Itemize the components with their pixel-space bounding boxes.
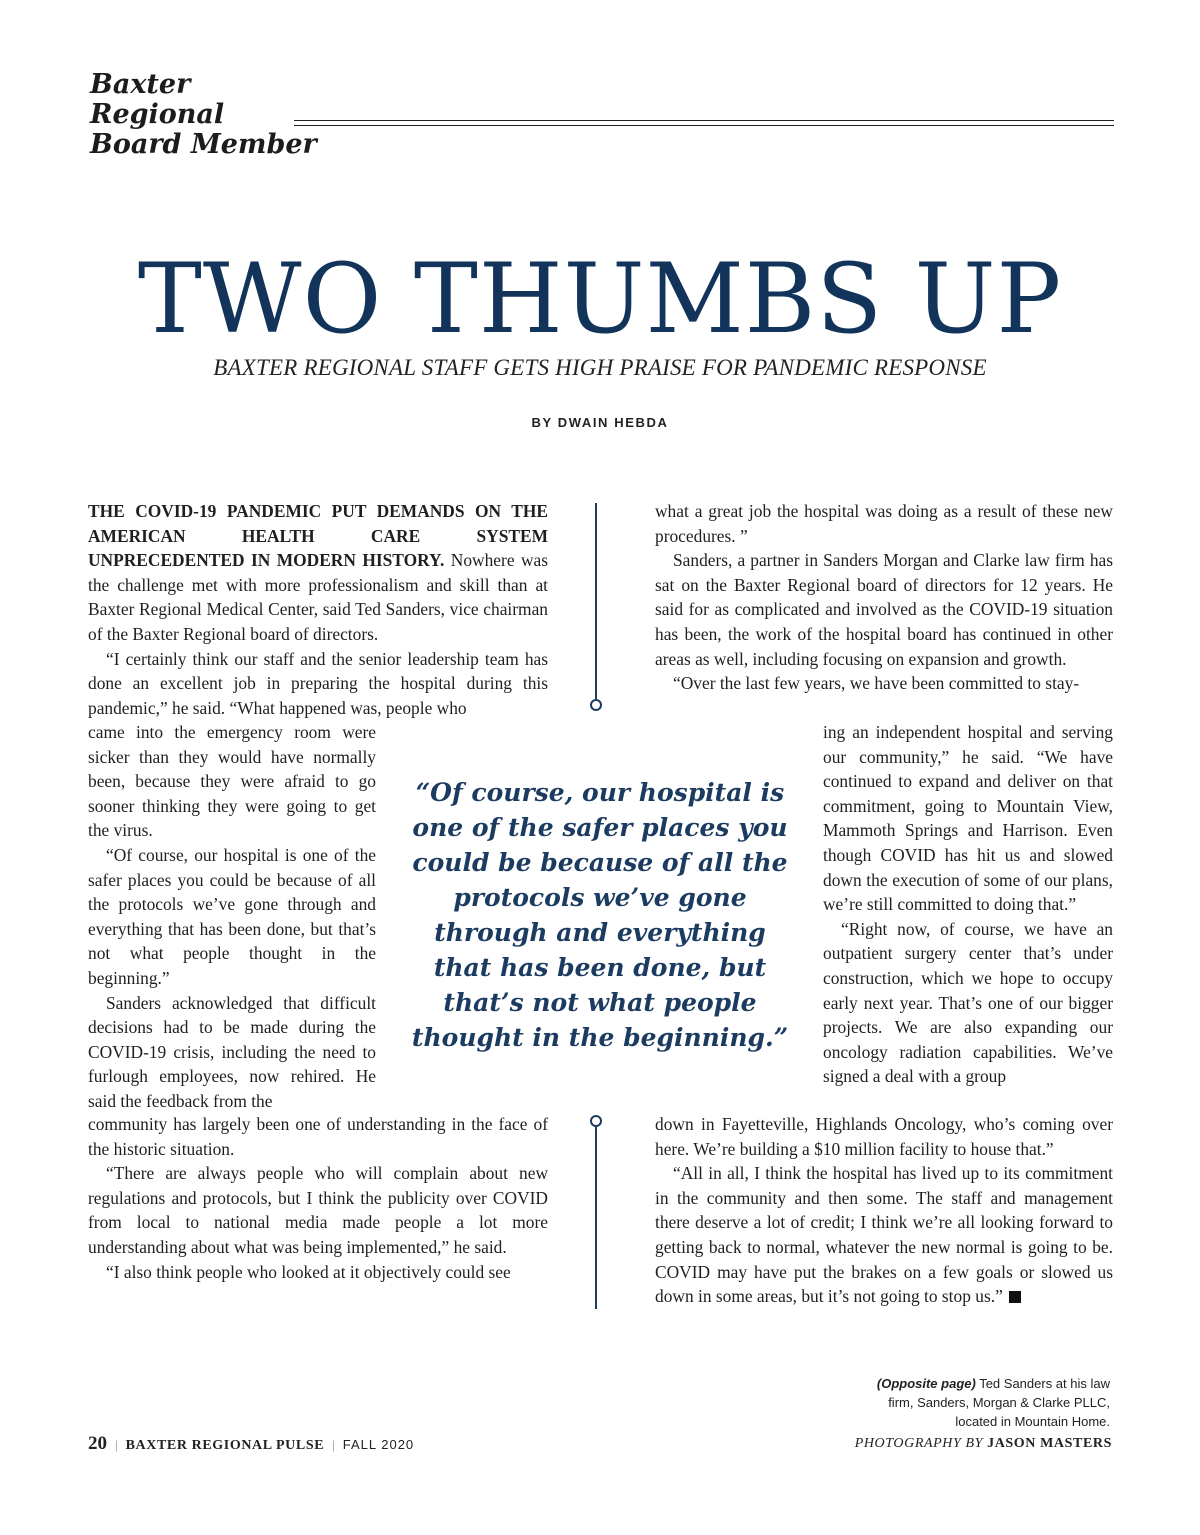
article-headline: TWO THUMBS UP — [137, 243, 1063, 355]
photo-credit-lead: PHOTOGRAPHY BY — [854, 1436, 988, 1451]
body-paragraph: “There are always people who will complain about new regulations and protocols, but I think the publicity over COVID from local to national media made people a lot more understanding about what was being implemented,” he said. — [88, 1163, 548, 1257]
photo-credit — [855, 1436, 1112, 1452]
issue-date: FALL 2020 — [342, 1437, 415, 1452]
pull-quote: “Of course, our hospital is one of the safer places you could be because of all the protocols we’ve gone through and everything that has been done, but that’s not what people thought in the beginning.” — [411, 778, 789, 1052]
body-column-right-bottom — [655, 1112, 1113, 1309]
publication-name: BAXTER REGIONAL PULSE — [125, 1438, 325, 1453]
body-paragraph: what a great job the hospital was doing as a result of these new procedures. ” — [655, 501, 1113, 546]
photographer-name: JASON MASTERS — [987, 1436, 1112, 1451]
rule-end-circle-icon — [590, 699, 602, 711]
body-paragraph: Sanders, a partner in Sanders Morgan and Clarke law firm has sat on the Baxter Regional board of directors for 12 years. He said for as complicated and involved as the COVID-19 situation has been, the work of the hospital board has continued in other areas as well, including focusing on expansion and growth. — [655, 550, 1113, 669]
body-paragraph: “Over the last few years, we have been committed to stay- — [673, 673, 1080, 694]
section-label — [90, 70, 320, 160]
caption-lead: (Opposite page) — [876, 1376, 976, 1391]
body-paragraph: down in Fayetteville, Highlands Oncology, who’s coming over here. We’re building a $10 million facility to house that.” — [655, 1114, 1113, 1159]
body-paragraph: came into the emergency room were sicker than they would have normally been, because they were afraid to go sooner thinking they were going to get the virus. — [88, 722, 376, 841]
article-byline: BY DWAIN HEBDA — [531, 415, 669, 430]
pull-quote-rule-top — [595, 503, 597, 699]
lead-caps: THE COVID-19 PANDEMIC PUT DEMANDS ON THE AMERICAN HEALTH CARE SYSTEM UNPRECEDENTED IN MODERN HISTORY. — [88, 501, 548, 571]
body-paragraph: community has largely been one of understanding in the face of the historic situation. — [88, 1114, 548, 1159]
body-paragraph: “I also think people who looked at it objectively could see — [106, 1261, 511, 1282]
lead-text: Nowhere was the challenge met with more professionalism and skill than at Baxter Regional Medical Center, said Ted Sanders, vice chairman of the Baxter Regional board of directors. — [88, 550, 548, 644]
footer-folio — [88, 1433, 414, 1455]
article-deck: BAXTER REGIONAL STAFF GETS HIGH PRAISE FOR PANDEMIC RESPONSE — [213, 355, 987, 380]
footer-separator: | — [332, 1437, 335, 1452]
closing-text: “All in all, I think the hospital has lived up to its commitment in the community and then some. The staff and management there deserve a lot of credit; I think we’re all looking forward to getting back to normal, whatever the new normal is going to be. COVID may have put the brakes on a few goals or slowed us down in some areas, but it’s not going to stop us.” — [655, 1163, 1113, 1307]
page-number: 20 — [88, 1433, 107, 1454]
body-column-right-top — [655, 499, 1113, 696]
rule-end-circle-icon — [590, 1115, 602, 1127]
photo-caption — [850, 1374, 1110, 1431]
body-paragraph: ing an independent hospital and serving our community,” he said. “We have continued to expand and deliver on that commitment, going to Mountain View, Mammoth Springs and Harrison. Even though COVID has hit us and slowed down the execution of some of our plans, we’re still committed to doing that.” — [823, 722, 1113, 915]
section-label-line1: Baxter Regional — [90, 69, 225, 130]
section-label-line2: Board Member — [90, 129, 317, 160]
body-column-left-top — [88, 499, 548, 720]
lead-paragraph — [88, 499, 548, 647]
body-paragraph: “I certainly think our staff and the senior leadership team has done an excellent job in preparing the hospital during this pandemic,” he said. “What happened was, people who — [88, 648, 548, 718]
header-double-rule — [294, 120, 1114, 126]
body-column-right-middle — [823, 720, 1113, 1089]
body-column-left-bottom — [88, 1112, 548, 1284]
footer-separator: | — [115, 1437, 118, 1452]
body-paragraph: “Of course, our hospital is one of the safer places you could be because of all the protocols we’ve gone through and everything that has been done, but that’s not what people thought in the beginning.” — [88, 844, 376, 988]
pull-quote-rule-bottom — [595, 1127, 597, 1309]
closing-paragraph — [655, 1161, 1113, 1309]
caption-text: Ted Sanders at his law firm, Sanders, Morgan & Clarke PLLC, located in Mountain Home. — [888, 1376, 1110, 1429]
body-paragraph: Sanders acknowledged that difficult decisions had to be made during the COVID-19 crisis, including the need to furlough employees, now rehired. He said the feedback from the — [88, 992, 376, 1111]
body-column-left-middle — [88, 720, 376, 1114]
body-paragraph: “Right now, of course, we have an outpatient surgery center that’s under construction, which we hope to occupy early next year. That’s one of our bigger projects. We are also expanding our oncology radiation capabilities. We’ve signed a deal with a group — [823, 918, 1113, 1087]
end-mark-icon — [1009, 1291, 1021, 1303]
